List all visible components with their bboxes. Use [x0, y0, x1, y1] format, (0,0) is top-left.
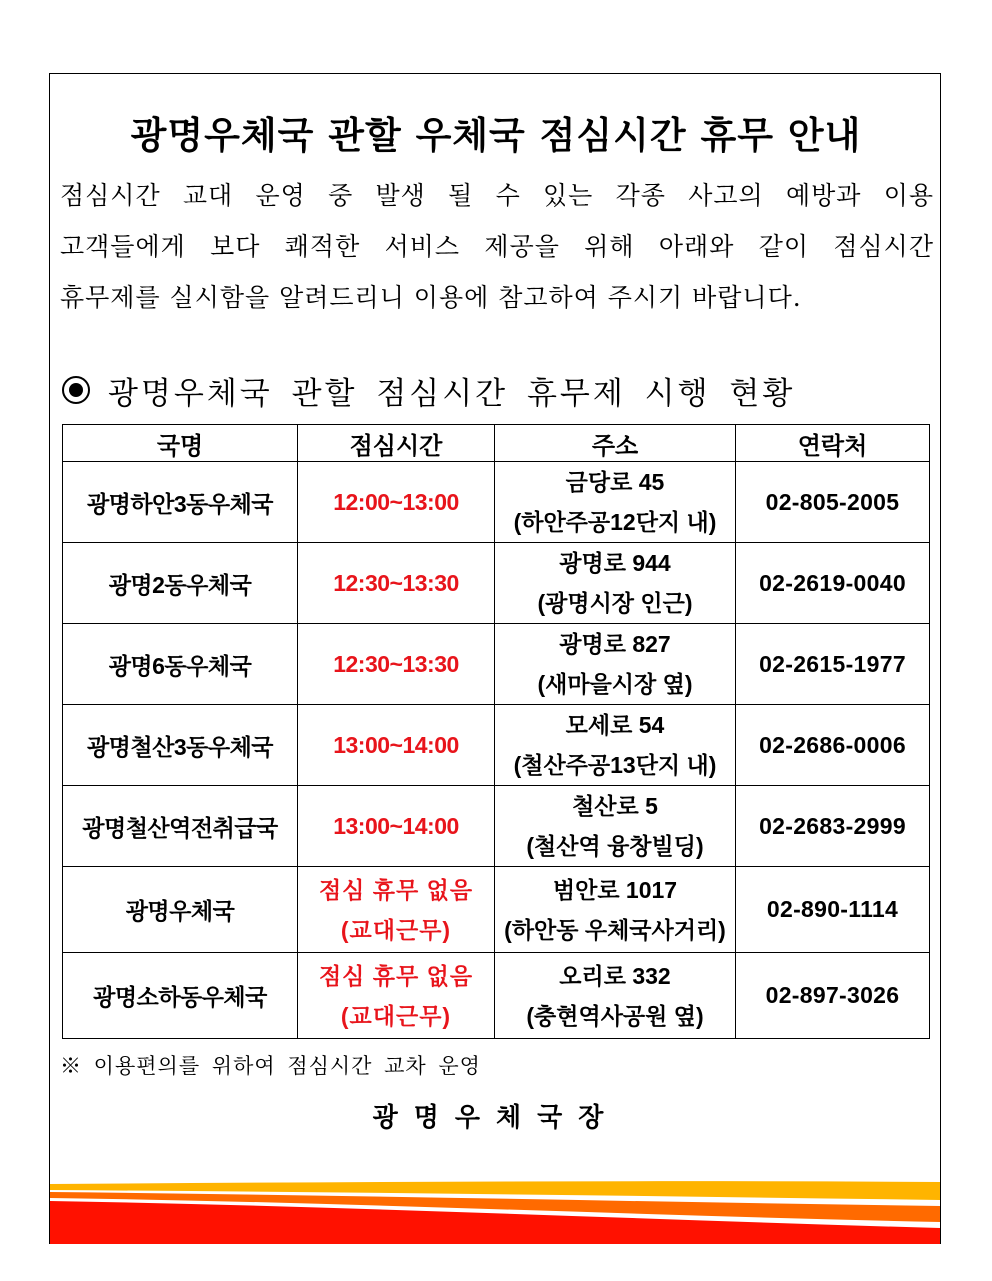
intro-line-1: 점심시간 교대 운영 중 발생 될 수 있는 각종 사고의 예방과 이용: [60, 181, 934, 210]
lunch-time: [298, 867, 495, 953]
header-lunch-time: 점심시간: [298, 425, 495, 462]
footnote: ※ 이용편의를 위하여 점심시간 교차 운영: [60, 1054, 481, 1078]
lunch-status: 점심 휴무 없음: [318, 876, 474, 903]
address: [495, 786, 736, 867]
address-street: 금당로 45: [565, 469, 665, 495]
table-row: [63, 705, 930, 786]
table-row: [63, 953, 930, 1039]
phone-number: 02-890-1114: [736, 867, 930, 953]
table-row: [63, 543, 930, 624]
office-name: 광명소하동우체국: [63, 953, 298, 1039]
lunch-time: 13:00~14:00: [298, 786, 495, 867]
address-landmark: (광명시장 인근): [537, 590, 693, 616]
lunch-note: (교대근무): [340, 916, 452, 943]
office-name: 광명2동우체국: [63, 543, 298, 624]
office-name: 광명우체국: [63, 867, 298, 953]
phone-number: 02-2686-0006: [736, 705, 930, 786]
header-office-name: 국명: [63, 425, 298, 462]
intro-paragraph: [60, 170, 934, 323]
address-landmark: (하안주공12단지 내): [513, 509, 717, 535]
header-address: 주소: [495, 425, 736, 462]
circled-dot-icon: [62, 376, 90, 404]
phone-number: 02-2619-0040: [736, 543, 930, 624]
table-row: [63, 786, 930, 867]
phone-number: 02-897-3026: [736, 953, 930, 1039]
office-name: 광명6동우체국: [63, 624, 298, 705]
document-title: 광명우체국 관할 우체국 점심시간 휴무 안내: [130, 114, 862, 157]
decorative-wave-banner: [50, 1176, 940, 1244]
lunch-status: 점심 휴무 없음: [318, 962, 474, 989]
section-heading-text: 광명우체국 관할 점심시간 휴무제 시행 현황: [108, 375, 796, 412]
lunch-time: [298, 953, 495, 1039]
address-street: 광명로 944: [559, 550, 671, 576]
table-row: [63, 867, 930, 953]
header-contact: 연락처: [736, 425, 930, 462]
address-street: 철산로 5: [572, 793, 658, 819]
address: [495, 624, 736, 705]
office-name: 광명하안3동우체국: [63, 462, 298, 543]
lunch-time: 12:30~13:30: [298, 543, 495, 624]
section-heading: [60, 366, 795, 414]
address-street: 범안로 1017: [552, 876, 678, 903]
address: [495, 953, 736, 1039]
office-name: 광명철산역전취급국: [63, 786, 298, 867]
lunch-time: 13:00~14:00: [298, 705, 495, 786]
address-landmark: (하안동 우체국사거리): [504, 916, 726, 943]
address-landmark: (철산역 융창빌딩): [526, 833, 704, 859]
office-name: 광명철산3동우체국: [63, 705, 298, 786]
address-landmark: (새마을시장 옆): [537, 671, 693, 697]
table-row: [63, 462, 930, 543]
intro-line-3: 휴무제를 실시함을 알려드리니 이용에 참고하여 주시기 바랍니다.: [60, 283, 802, 312]
signature: 광명우체국장: [372, 1103, 620, 1133]
address: [495, 867, 736, 953]
lunch-time: 12:30~13:30: [298, 624, 495, 705]
address-landmark: (충현역사공원 옆): [526, 1002, 704, 1029]
address-street: 오리로 332: [559, 962, 671, 989]
phone-number: 02-805-2005: [736, 462, 930, 543]
address: [495, 462, 736, 543]
address-landmark: (철산주공13단지 내): [513, 752, 717, 778]
address: [495, 543, 736, 624]
table-row: [63, 624, 930, 705]
table-header-row: [63, 425, 930, 462]
lunch-time: 12:00~13:00: [298, 462, 495, 543]
lunch-note: (교대근무): [340, 1002, 452, 1029]
address-street: 모세로 54: [565, 712, 665, 738]
phone-number: 02-2615-1977: [736, 624, 930, 705]
address-street: 광명로 827: [559, 631, 671, 657]
lunch-schedule-table: [62, 424, 930, 1039]
address: [495, 705, 736, 786]
phone-number: 02-2683-2999: [736, 786, 930, 867]
intro-line-2: 고객들에게 보다 쾌적한 서비스 제공을 위해 아래와 같이 점심시간: [60, 232, 934, 261]
